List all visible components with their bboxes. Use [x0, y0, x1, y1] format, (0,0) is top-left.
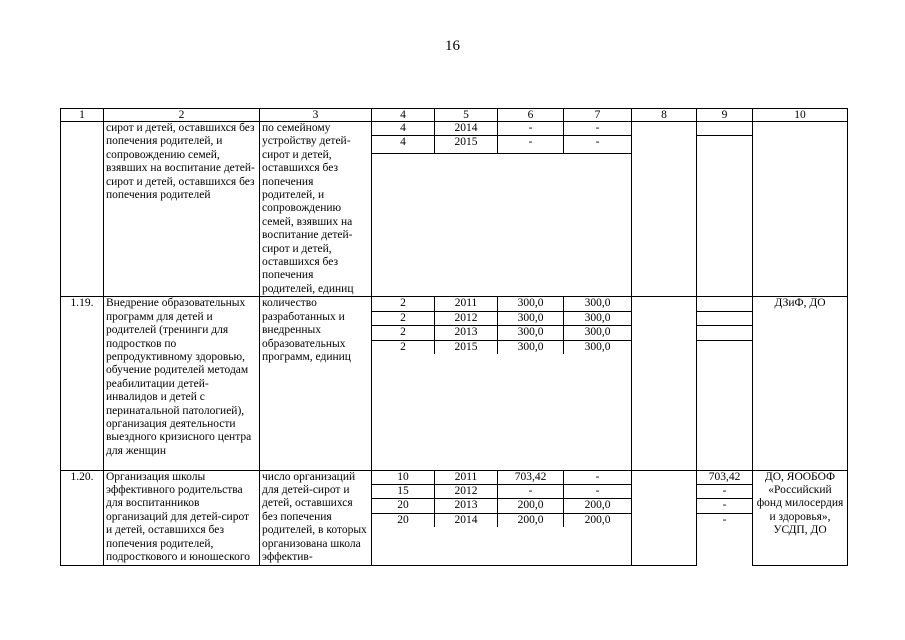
indicator-value: 2 — [372, 297, 435, 311]
indicator-cell: число организаций для детей-сирот и детей, оставшихся без попечения родителей, в которых организована школа эффектив- — [260, 470, 372, 565]
regional-budget-cell: - — [564, 136, 632, 154]
total-cell: 300,0 — [498, 311, 564, 325]
col9-cell: - — [697, 484, 753, 498]
row-number-cell — [61, 122, 104, 297]
header-cell: 7 — [564, 109, 632, 122]
indicator-value: 15 — [372, 484, 435, 498]
table-row — [61, 297, 848, 311]
regional-budget-cell: 200,0 — [564, 499, 632, 513]
year-cell: 2015 — [435, 136, 498, 154]
regional-budget-cell: - — [564, 122, 632, 136]
col8-cell — [632, 470, 697, 565]
regional-budget-cell: 200,0 — [564, 513, 632, 527]
regional-budget-cell: 300,0 — [564, 311, 632, 325]
year-cell: 2015 — [435, 340, 498, 354]
page-number: 16 — [445, 38, 460, 54]
year-cell: 2011 — [435, 470, 498, 484]
row-number-cell: 1.19. — [61, 297, 104, 470]
col9-cell — [697, 122, 753, 136]
header-cell: 8 — [632, 109, 697, 122]
col9-cell — [697, 297, 753, 311]
header-cell: 3 — [260, 109, 372, 122]
col8-cell — [632, 297, 697, 470]
indicator-value: 2 — [372, 340, 435, 354]
col9-cell — [697, 136, 753, 297]
header-row — [61, 109, 848, 122]
indicator-value: 4 — [372, 136, 435, 154]
col9-cell — [697, 311, 753, 325]
header-cell: 9 — [697, 109, 753, 122]
year-cell: 2013 — [435, 326, 498, 340]
indicator-value: 4 — [372, 122, 435, 136]
indicator-value: 2 — [372, 311, 435, 325]
year-cell: 2014 — [435, 122, 498, 136]
total-cell: 300,0 — [498, 340, 564, 354]
total-cell: 300,0 — [498, 297, 564, 311]
header-cell: 1 — [61, 109, 104, 122]
total-cell: 200,0 — [498, 499, 564, 513]
indicator-cell: по семейному устройству детей-сирот и детей, оставшихся без попечения родителей, и сопровождению семей, взявших на воспитание детей-сирот и детей, оставшихся без попечения родителей, единиц — [260, 122, 372, 297]
header-cell: 6 — [498, 109, 564, 122]
empty-cell — [372, 354, 632, 470]
indicator-value: 10 — [372, 470, 435, 484]
indicator-value: 20 — [372, 513, 435, 527]
measure-cell: сирот и детей, оставшихся без попечения родителей, и сопровождению семей, взявших на воспитание детей-сирот и детей, оставшихся без попечения родителей — [104, 122, 260, 297]
indicator-cell: количество разработанных и внедренных образовательных программ, единиц — [260, 297, 372, 470]
total-cell: 200,0 — [498, 513, 564, 527]
header-cell: 2 — [104, 109, 260, 122]
indicator-value: 2 — [372, 326, 435, 340]
regional-budget-cell: 300,0 — [564, 326, 632, 340]
indicator-value: 20 — [372, 499, 435, 513]
header-cell: 10 — [753, 109, 848, 122]
total-cell: 703,42 — [498, 470, 564, 484]
regional-budget-cell: - — [564, 484, 632, 498]
regional-budget-cell: 300,0 — [564, 297, 632, 311]
year-cell: 2013 — [435, 499, 498, 513]
empty-cell — [372, 527, 632, 565]
year-cell: 2012 — [435, 484, 498, 498]
row-number-cell: 1.20. — [61, 470, 104, 565]
executor-cell: ДО, ЯООБОФ «Российский фонд милосердия и здоровья», УСДП, ДО — [753, 470, 848, 565]
year-cell: 2011 — [435, 297, 498, 311]
measure-cell: Организация школы эффективного родительства для воспитанников организаций для детей-сирот и детей, оставшихся без попечения родителей, подросткового и юношеского — [104, 470, 260, 565]
table-row — [61, 122, 848, 136]
col8-cell — [632, 122, 697, 297]
col9-cell: - — [697, 513, 753, 565]
regional-budget-cell: 300,0 — [564, 340, 632, 354]
col9-cell — [697, 326, 753, 340]
col9-cell: 703,42 — [697, 470, 753, 484]
program-table — [60, 108, 848, 566]
regional-budget-cell: - — [564, 470, 632, 484]
total-cell: - — [498, 136, 564, 154]
col9-cell — [697, 340, 753, 470]
empty-cell — [372, 154, 632, 297]
total-cell: 300,0 — [498, 326, 564, 340]
measure-cell: Внедрение образовательных программ для детей и родителей (тренинги для подростков по репродуктивному здоровью, обучение родителей методам реабилитации детей-инвалидов и детей с перинатальной патологией), организация деятельности выездного кризисного центра для женщин — [104, 297, 260, 470]
table-row — [61, 470, 848, 484]
year-cell: 2012 — [435, 311, 498, 325]
total-cell: - — [498, 484, 564, 498]
header-cell: 4 — [372, 109, 435, 122]
executor-cell: ДЗиФ, ДО — [753, 297, 848, 470]
total-cell: - — [498, 122, 564, 136]
header-cell: 5 — [435, 109, 498, 122]
executor-cell — [753, 122, 848, 297]
year-cell: 2014 — [435, 513, 498, 527]
col9-cell: - — [697, 499, 753, 513]
